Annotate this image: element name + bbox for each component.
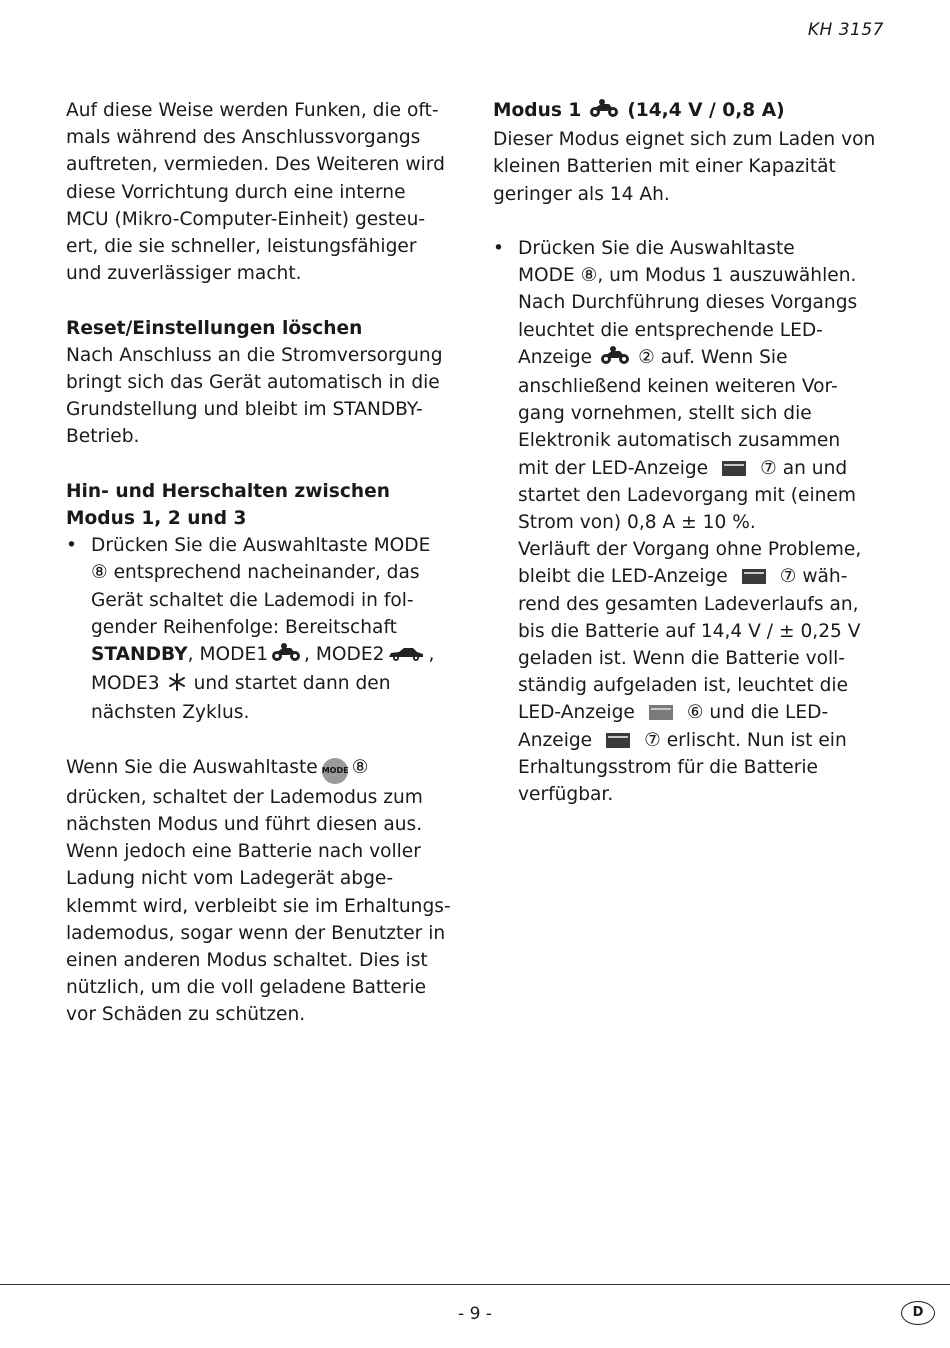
mode1-heading <box>493 97 893 126</box>
mode-paragraph-line: Wenn jedoch eine Batterie nach voller <box>66 841 421 863</box>
mode-paragraph-line: nützlich, um die voll geladene Batterie <box>66 977 427 999</box>
ref-number: ⑧ <box>351 756 369 778</box>
intro-line: und zuverlässiger macht. <box>66 263 302 285</box>
bullet-line: nächsten Zyklus. <box>91 702 250 724</box>
bullet-text: ⑦ an und <box>760 457 848 479</box>
bullet-line <box>91 641 466 670</box>
bullet-text: ⑦ erlischt. Nun ist ein <box>644 729 847 751</box>
mode-paragraph-line: vor Schäden zu schützen. <box>66 1004 306 1026</box>
bullet-line: Verläuft der Vorgang ohne Probleme, <box>518 539 862 561</box>
intro-line: MCU (Mikro-Computer-Einheit) gesteu- <box>66 208 426 230</box>
bullet-line <box>518 699 893 726</box>
language-badge: D <box>901 1301 935 1325</box>
bullet-tail: und startet dann den <box>193 673 391 695</box>
mode-paragraph-line: klemmt wird, verbleibt sie im Erhaltungs- <box>66 895 451 917</box>
mode-paragraph-line: lademodus, sogar wenn der Benutzter in <box>66 922 446 944</box>
switch-bullet <box>66 532 466 726</box>
motorcycle-icon <box>600 345 630 373</box>
bullet-line: startet den Ladevorgang mit (einem <box>518 484 856 506</box>
reset-line: Nach Anschluss an die Stromversorgung <box>66 344 443 366</box>
bullet-line: ⑧ entsprechend nacheinander, das <box>91 562 420 584</box>
mode-paragraph-line: nächsten Modus und führt diesen aus. <box>66 814 423 836</box>
bullet-line: leuchtet die entsprechende LED- <box>518 319 823 341</box>
snowflake-icon <box>168 672 186 699</box>
bullet-line: anschließend keinen weiteren Vor- <box>518 376 838 398</box>
mode-paragraph-line: Ladung nicht vom Ladegerät abge- <box>66 868 394 890</box>
bullet-text: LED-Anzeige <box>518 702 635 724</box>
bullet-text: ② auf. Wenn Sie <box>638 346 788 368</box>
mode-button-icon: MODE <box>322 758 348 784</box>
mode-paragraph-line <box>66 754 466 784</box>
mode1-heading-label: Modus 1 <box>493 100 582 121</box>
bullet-text: mit der LED-Anzeige <box>518 457 709 479</box>
switch-heading: Hin- und Herschalten zwischen <box>66 480 390 502</box>
bullet-text: ⑥ und die LED- <box>686 702 829 724</box>
footer-rule <box>0 1284 950 1285</box>
motorcycle-icon <box>271 642 301 670</box>
intro-line: Dieser Modus eignet sich zum Laden von <box>493 129 876 151</box>
mode3-label: MODE3 <box>91 673 160 695</box>
bullet-line: Elektronik automatisch zusammen <box>518 430 841 452</box>
bullet-text: Anzeige <box>518 346 593 368</box>
bullet-text: bleibt die LED-Anzeige <box>518 566 728 588</box>
battery-led-icon <box>722 461 746 476</box>
bullet-line: Drücken Sie die Auswahltaste MODE <box>91 535 431 557</box>
bullet-line: verfügbar. <box>518 784 614 806</box>
battery-full-led-icon <box>649 705 673 720</box>
motorcycle-icon <box>589 98 619 126</box>
bullet-line: gang vornehmen, stellt sich die <box>518 403 812 425</box>
bullet-line: Drücken Sie die Auswahltaste <box>518 238 795 259</box>
intro-line: kleinen Batterien mit einer Kapazität <box>493 156 836 178</box>
bullet-line: geladen ist. Wenn die Batterie voll- <box>518 648 845 670</box>
reset-heading: Reset/Einstellungen löschen <box>66 317 363 339</box>
reset-line: Grundstellung und bleibt im STANDBY- <box>66 399 423 421</box>
mode1-bullet <box>493 235 893 808</box>
mode-text: Wenn Sie die Auswahltaste <box>66 756 318 778</box>
bullet-line <box>518 563 893 590</box>
left-column <box>66 97 466 1029</box>
bullet-line: Gerät schaltet die Lademodi in fol- <box>91 589 414 611</box>
mode1-heading-spec: (14,4 V / 0,8 A) <box>627 100 785 121</box>
bullet-line: Strom von) 0,8 A ± 10 %. <box>518 512 756 534</box>
intro-line: diese Vorrichtung durch eine interne <box>66 181 406 203</box>
reset-line: Betrieb. <box>66 426 140 448</box>
mode-paragraph-line: drücken, schaltet der Lademodus zum <box>66 786 423 808</box>
bullet-line <box>518 455 893 482</box>
page-number: - 9 - <box>458 1304 492 1324</box>
intro-line: mals während des Anschlussvorgangs <box>66 127 421 149</box>
mode2-label: , MODE2 <box>304 644 385 666</box>
intro-line: Auf diese Weise werden Funken, die oft- <box>66 100 439 121</box>
battery-led-icon <box>606 733 630 748</box>
bullet-dot: • <box>66 535 77 557</box>
bullet-line <box>518 344 893 373</box>
bullet-line: bis die Batterie auf 14,4 V / ± 0,25 V <box>518 620 861 642</box>
comma: , <box>428 644 435 666</box>
right-column <box>493 97 893 808</box>
battery-led-icon <box>742 569 766 584</box>
intro-line: ert, die sie schneller, leistungsfähiger <box>66 236 417 258</box>
model-number: KH 3157 <box>807 20 884 40</box>
bullet-dot: • <box>493 238 504 259</box>
bullet-text: Anzeige <box>518 729 593 751</box>
mode1-label: , MODE1 <box>187 644 269 666</box>
bullet-line: MODE ⑧, um Modus 1 auszuwählen. <box>518 265 857 287</box>
bullet-text: ⑦ wäh- <box>779 566 848 588</box>
bullet-line <box>91 670 466 699</box>
intro-line: geringer als 14 Ah. <box>493 183 670 205</box>
bullet-line: gender Reihenfolge: Bereitschaft <box>91 616 397 638</box>
car-icon <box>387 643 425 670</box>
reset-line: bringt sich das Gerät automatisch in die <box>66 372 440 394</box>
bullet-line: ständig aufgeladen ist, leuchtet die <box>518 675 849 697</box>
mode-paragraph-line: einen anderen Modus schaltet. Dies ist <box>66 950 428 972</box>
standby-label: STANDBY <box>91 644 188 666</box>
switch-heading: Modus 1, 2 und 3 <box>66 508 247 530</box>
intro-line: auftreten, vermieden. Des Weiteren wird <box>66 154 445 176</box>
bullet-line: Nach Durchführung dieses Vorgangs <box>518 292 858 314</box>
bullet-line: Erhaltungsstrom für die Batterie <box>518 756 818 778</box>
bullet-line: rend des gesamten Ladeverlaufs an, <box>518 593 859 615</box>
bullet-line <box>518 727 893 754</box>
